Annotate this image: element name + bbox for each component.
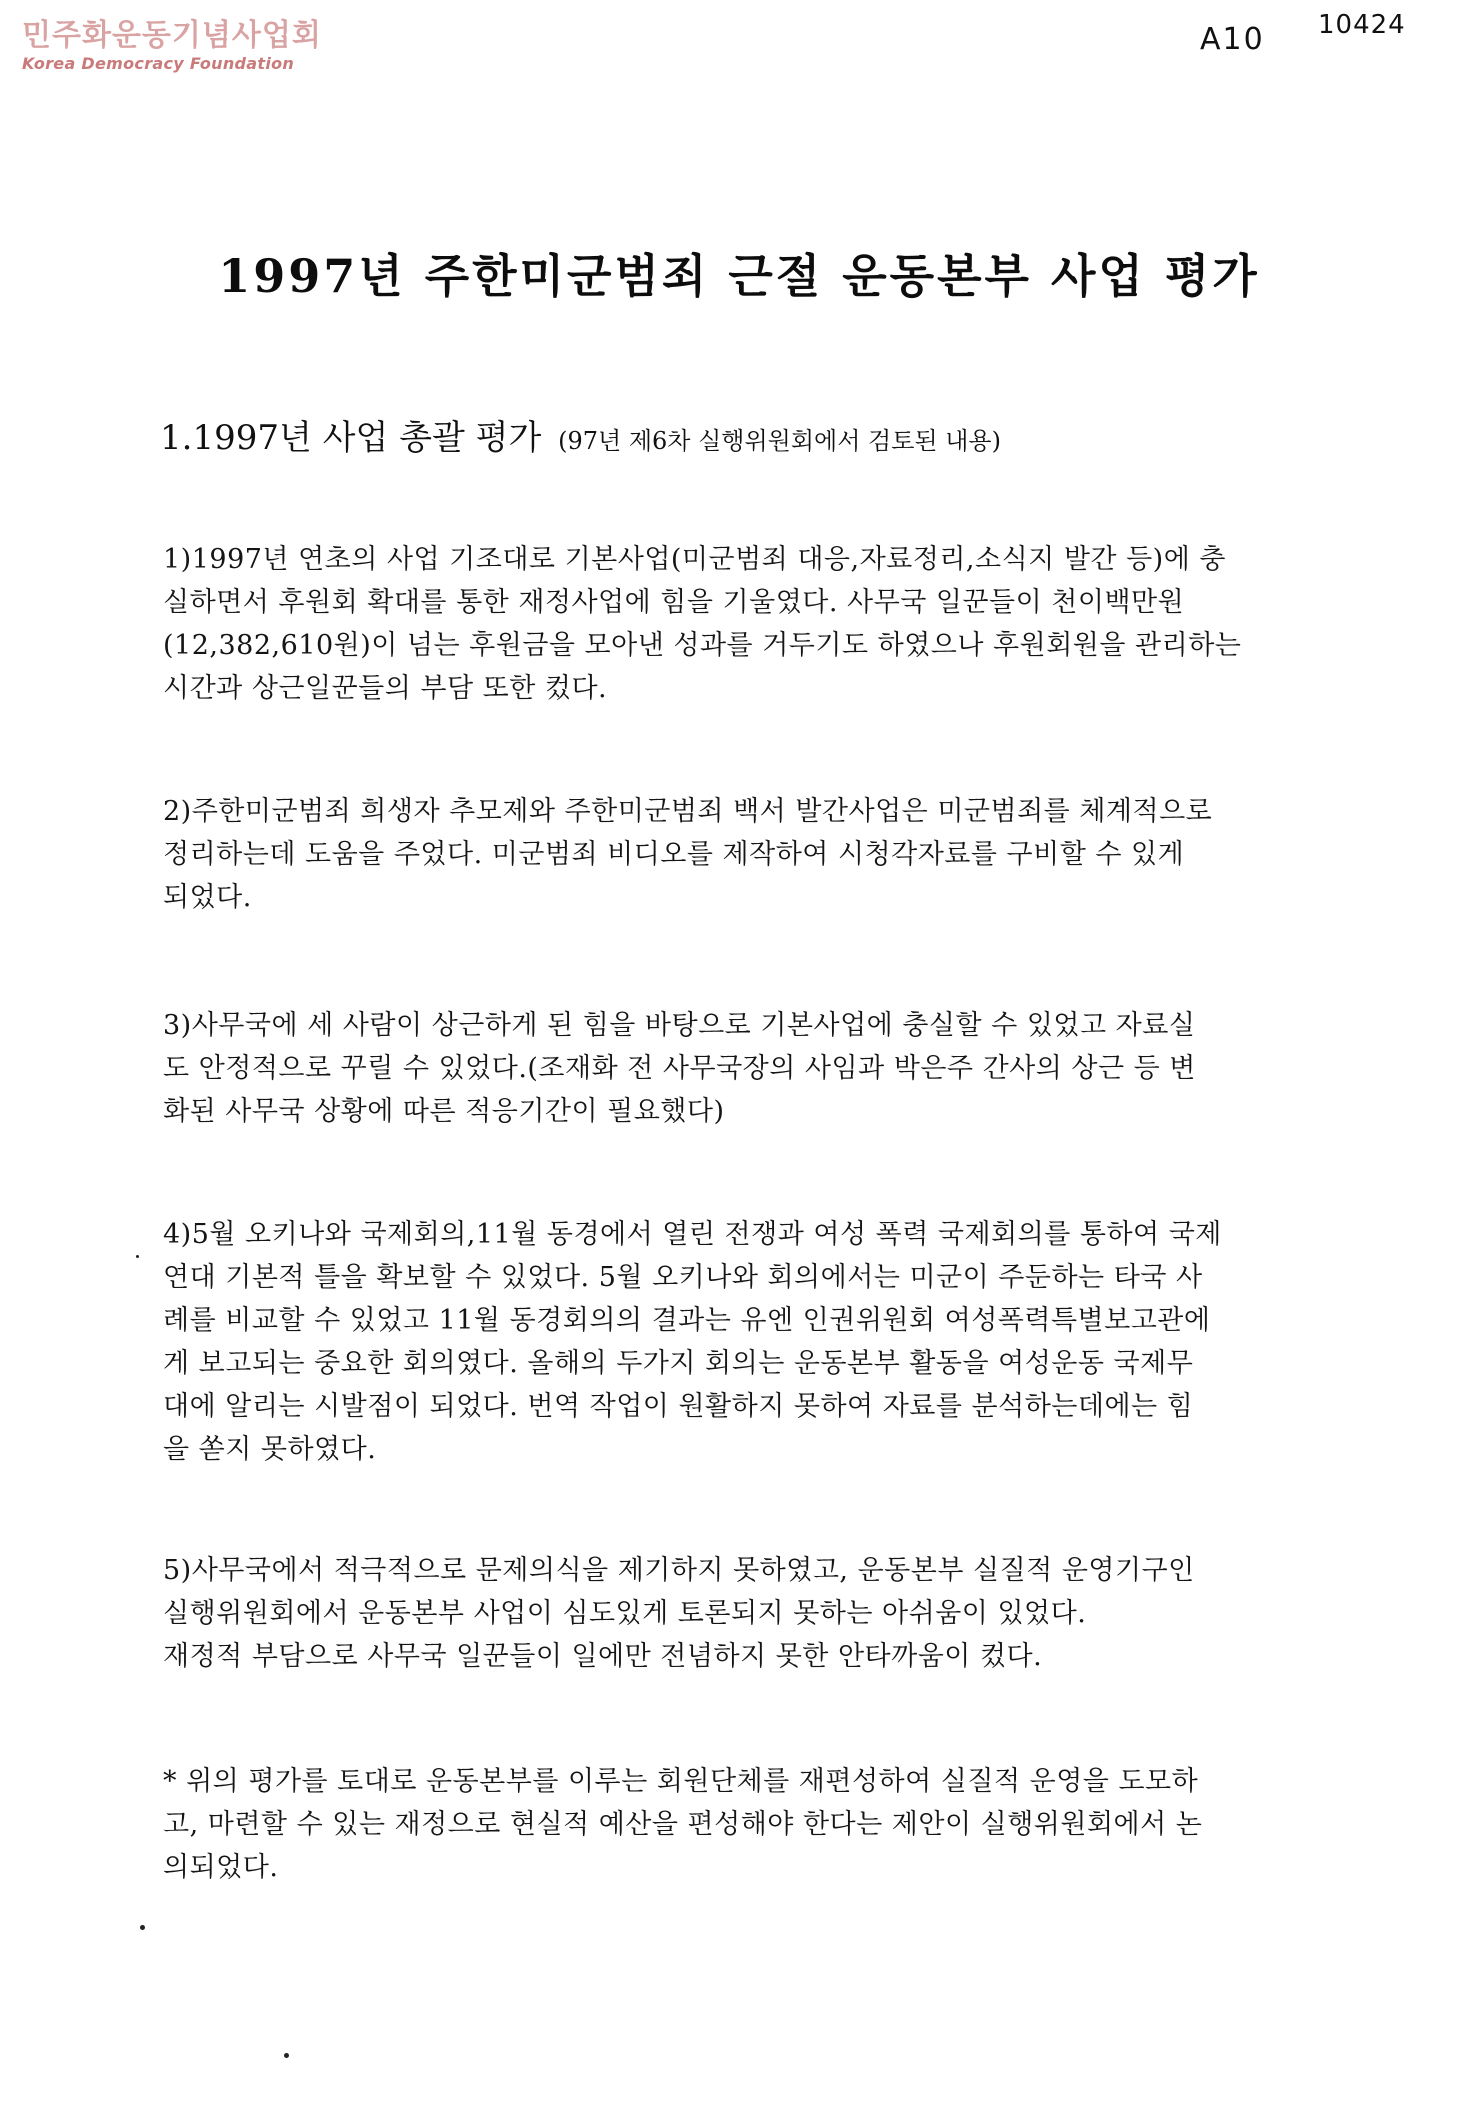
foundation-watermark: [22, 18, 322, 74]
paragraph-line: 되었다.: [163, 882, 252, 913]
paragraph-line: 도 안정적으로 꾸릴 수 있었다.(조재화 전 사무국장의 사임과 박은주 간사의 상근 등 변: [163, 1053, 1196, 1084]
paragraph-line: (12,382,610원)이 넘는 후원금을 모아낸 성과를 거두기도 하였으나 후원회원을 관리하는: [163, 630, 1242, 661]
paragraph-line: 정리하는데 도움을 주었다. 미군범죄 비디오를 제작하여 시청각자료를 구비할 수 있게: [163, 839, 1185, 870]
paragraph-line: 2)주한미군범죄 희생자 추모제와 주한미군범죄 백서 발간사업은 미군범죄를 체계적으로: [163, 796, 1213, 827]
paragraph-1: [163, 538, 1310, 710]
paragraph-line: 고, 마련할 수 있는 재정으로 현실적 예산을 편성해야 한다는 제안이 실행위원회에서 논: [163, 1809, 1203, 1840]
scan-speck: [284, 2053, 289, 2058]
section-heading: [160, 410, 1340, 459]
paragraph-5: [163, 1549, 1310, 1678]
paragraph-line: 게 보고되는 중요한 회의였다. 올해의 두가지 회의는 운동본부 활동을 여성운동 국제무: [163, 1348, 1194, 1379]
paragraph-line: 의되었다.: [163, 1852, 279, 1883]
scan-speck: [136, 1255, 139, 1258]
paragraph-4: [163, 1213, 1310, 1471]
paragraph-line: 실하면서 후원회 확대를 통한 재정사업에 힘을 기울였다. 사무국 일꾼들이 천이백만원: [163, 587, 1185, 618]
paragraph-line: 3)사무국에 세 사람이 상근하게 된 힘을 바탕으로 기본사업에 충실할 수 있었고 자료실: [163, 1010, 1196, 1041]
paragraph-line: 재정적 부담으로 사무국 일꾼들이 일에만 전념하지 못한 안타까움이 컸다.: [163, 1641, 1043, 1672]
paragraph-line: 화된 사무국 상황에 따른 적응기간이 필요했다): [163, 1096, 725, 1127]
paragraph-line: 을 쏟지 못하였다.: [163, 1434, 377, 1465]
paragraph-line: 실행위원회에서 운동본부 사업이 심도있게 토론되지 못하는 아쉬움이 있었다.: [163, 1598, 1087, 1629]
paragraph-line: 시간과 상근일꾼들의 부담 또한 컸다.: [163, 673, 608, 704]
paragraph-line: 례를 비교할 수 있었고 11월 동경회의의 결과는 유엔 인권위원회 여성폭력특별보고관에: [163, 1305, 1211, 1336]
paragraph-line: 4)5월 오키나와 국제회의,11월 동경에서 열린 전쟁과 여성 폭력 국제회의를 통하여 국제: [163, 1219, 1222, 1250]
watermark-korean-text: 민주화운동기념사업회: [22, 18, 322, 53]
paragraph-line: * 위의 평가를 토대로 운동본부를 이루는 회원단체를 재편성하여 실질적 운영을 도모하: [163, 1766, 1199, 1797]
handwritten-archive-code: A10: [1200, 22, 1265, 57]
paragraph-line: 1)1997년 연초의 사업 기조대로 기본사업(미군범죄 대응,자료정리,소식지 발간 등)에 충: [163, 544, 1226, 575]
document-title: 1997년 주한미군범죄 근절 운동본부 사업 평가: [218, 249, 1260, 303]
scan-speck: [140, 1925, 145, 1930]
paragraph-line: 5)사무국에서 적극적으로 문제의식을 제기하지 못하였고, 운동본부 실질적 운영기구인: [163, 1555, 1195, 1586]
section-heading-note: (97년 제6차 실행위원회에서 검토된 내용): [558, 427, 1001, 455]
paragraph-line: 대에 알리는 시발점이 되었다. 번역 작업이 원활하지 못하여 자료를 분석하는데에는 힘: [163, 1391, 1194, 1422]
paragraph-conclusion-note: [163, 1760, 1310, 1889]
paragraph-line: 연대 기본적 틀을 확보할 수 있었다. 5월 오키나와 회의에서는 미군이 주둔하는 타국 사: [163, 1262, 1203, 1293]
handwritten-document-number: 10424: [1318, 10, 1406, 40]
paragraph-2: [163, 790, 1310, 919]
watermark-english-text: Korea Democracy Foundation: [22, 54, 295, 73]
paragraph-3: [163, 1004, 1310, 1133]
section-heading-text: 1.1997년 사업 총괄 평가: [160, 418, 542, 458]
